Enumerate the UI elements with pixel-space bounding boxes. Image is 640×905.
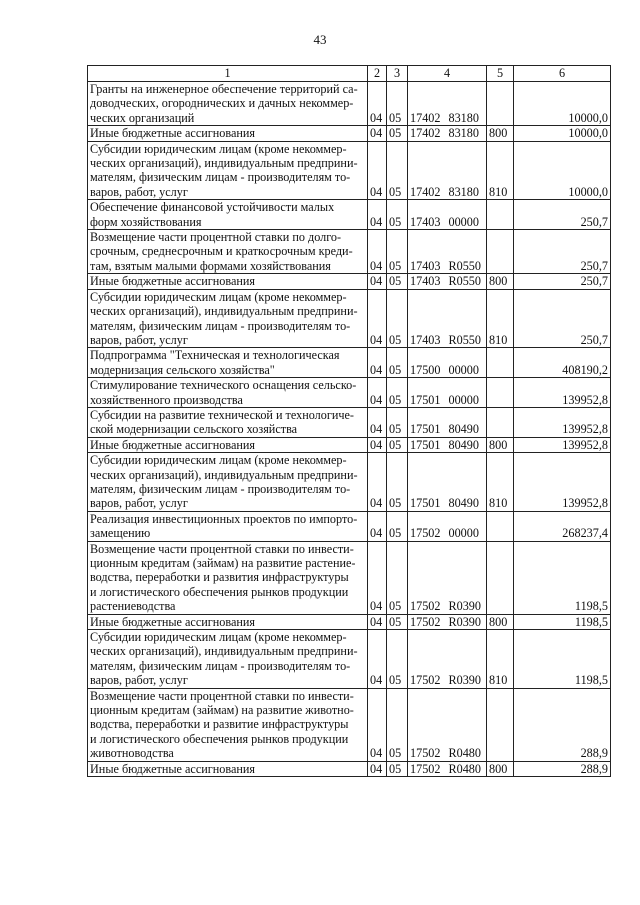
row-expense-type-code: 800 bbox=[487, 761, 514, 776]
row-subsection-code: 05 bbox=[387, 541, 408, 614]
row-target-article-code bbox=[408, 437, 487, 452]
table-row bbox=[88, 407, 611, 437]
row-direction-code: 83180 bbox=[448, 110, 479, 125]
table-row bbox=[88, 230, 611, 274]
row-subsection-code: 05 bbox=[387, 141, 408, 200]
row-amount: 288,9 bbox=[514, 761, 611, 776]
row-amount: 1198,5 bbox=[514, 614, 611, 629]
table-row bbox=[88, 761, 611, 776]
row-name-line: Возмещение части процентной ставки по инвести- bbox=[90, 541, 354, 556]
row-direction-code: R0390 bbox=[448, 673, 481, 688]
row-program-code: 17402 bbox=[410, 184, 441, 199]
row-direction-code: R0390 bbox=[448, 599, 481, 614]
row-amount: 139952,8 bbox=[514, 378, 611, 408]
row-amount: 10000,0 bbox=[514, 82, 611, 126]
row-program-code: 17502 bbox=[410, 761, 441, 776]
row-name bbox=[88, 126, 368, 141]
row-expense-type-code bbox=[487, 230, 514, 274]
row-name-line: Иные бюджетные ассигнования bbox=[90, 614, 256, 629]
table-row bbox=[88, 511, 611, 541]
table-row bbox=[88, 200, 611, 230]
table-row bbox=[88, 688, 611, 761]
row-expense-type-code: 810 bbox=[487, 289, 514, 348]
row-subsection-code: 05 bbox=[387, 453, 408, 512]
row-subsection-code: 05 bbox=[387, 126, 408, 141]
row-expense-type-code: 800 bbox=[487, 614, 514, 629]
row-name-line: Иные бюджетные ассигнования bbox=[90, 761, 256, 776]
row-subsection-code: 05 bbox=[387, 200, 408, 230]
header-col-1: 1 bbox=[88, 66, 368, 82]
row-subsection-code: 05 bbox=[387, 761, 408, 776]
row-name bbox=[88, 688, 368, 761]
row-name-line: Субсидии юридическим лицам (кроме некоммер- bbox=[90, 453, 347, 468]
row-name bbox=[88, 407, 368, 437]
row-name-line: модернизация сельского хозяйства" bbox=[90, 362, 275, 377]
row-amount: 139952,8 bbox=[514, 407, 611, 437]
row-name bbox=[88, 348, 368, 378]
row-direction-code: 00000 bbox=[448, 214, 479, 229]
row-name-line: ческих организаций), индивидуальным предприни- bbox=[90, 156, 358, 171]
row-name-line: Подпрограмма "Техническая и технологическая bbox=[90, 348, 340, 363]
row-name-line: замещению bbox=[90, 526, 151, 541]
row-subsection-code: 05 bbox=[387, 82, 408, 126]
row-name bbox=[88, 82, 368, 126]
row-target-article-code bbox=[408, 230, 487, 274]
row-amount: 1198,5 bbox=[514, 630, 611, 689]
row-name-line: Стимулирование технического оснащения сельско- bbox=[90, 378, 357, 393]
row-name-line: ционным кредитам (займам) на развитие животно- bbox=[90, 703, 354, 718]
row-program-code: 17403 bbox=[410, 258, 441, 273]
row-section-code: 04 bbox=[368, 630, 387, 689]
row-expense-type-code bbox=[487, 541, 514, 614]
row-target-article-code bbox=[408, 511, 487, 541]
row-name bbox=[88, 511, 368, 541]
row-expense-type-code bbox=[487, 348, 514, 378]
row-target-article-code bbox=[408, 453, 487, 512]
row-expense-type-code: 800 bbox=[487, 126, 514, 141]
row-direction-code: 80490 bbox=[448, 437, 479, 452]
row-direction-code: 00000 bbox=[448, 526, 479, 541]
row-program-code: 17500 bbox=[410, 362, 441, 377]
table-row bbox=[88, 141, 611, 200]
row-subsection-code: 05 bbox=[387, 437, 408, 452]
row-program-code: 17502 bbox=[410, 599, 441, 614]
row-section-code: 04 bbox=[368, 274, 387, 289]
row-subsection-code: 05 bbox=[387, 348, 408, 378]
row-name bbox=[88, 614, 368, 629]
row-target-article-code bbox=[408, 541, 487, 614]
row-direction-code: R0480 bbox=[448, 746, 481, 761]
table-row bbox=[88, 541, 611, 614]
row-name-line: животноводства bbox=[90, 746, 174, 761]
row-program-code: 17403 bbox=[410, 214, 441, 229]
row-name-line: Гранты на инженерное обеспечение территорий са- bbox=[90, 82, 358, 96]
row-amount: 10000,0 bbox=[514, 141, 611, 200]
row-subsection-code: 05 bbox=[387, 378, 408, 408]
row-section-code: 04 bbox=[368, 378, 387, 408]
row-name-line: растениеводства bbox=[90, 599, 176, 614]
header-col-3: 3 bbox=[387, 66, 408, 82]
row-target-article-code bbox=[408, 274, 487, 289]
row-program-code: 17402 bbox=[410, 126, 441, 141]
row-program-code: 17501 bbox=[410, 496, 441, 511]
row-amount: 139952,8 bbox=[514, 453, 611, 512]
row-expense-type-code bbox=[487, 378, 514, 408]
row-target-article-code bbox=[408, 289, 487, 348]
row-name bbox=[88, 141, 368, 200]
row-name-line: ческих организаций), индивидуальным предприни- bbox=[90, 467, 358, 482]
row-name-line: Субсидии юридическим лицам (кроме некоммер- bbox=[90, 289, 347, 304]
row-program-code: 17403 bbox=[410, 332, 441, 347]
row-section-code: 04 bbox=[368, 453, 387, 512]
row-target-article-code bbox=[408, 141, 487, 200]
row-expense-type-code bbox=[487, 407, 514, 437]
row-direction-code: R0550 bbox=[448, 258, 481, 273]
row-name-line: ческих организаций bbox=[90, 110, 195, 125]
row-name bbox=[88, 378, 368, 408]
row-amount: 10000,0 bbox=[514, 126, 611, 141]
row-section-code: 04 bbox=[368, 82, 387, 126]
row-section-code: 04 bbox=[368, 437, 387, 452]
table-row bbox=[88, 289, 611, 348]
row-target-article-code bbox=[408, 761, 487, 776]
row-section-code: 04 bbox=[368, 614, 387, 629]
row-name bbox=[88, 761, 368, 776]
row-program-code: 17402 bbox=[410, 110, 441, 125]
row-program-code: 17502 bbox=[410, 614, 441, 629]
header-col-2: 2 bbox=[368, 66, 387, 82]
row-expense-type-code: 800 bbox=[487, 437, 514, 452]
row-name-line: хозяйственного производства bbox=[90, 392, 243, 407]
table-row bbox=[88, 630, 611, 689]
row-direction-code: R0550 bbox=[448, 332, 481, 347]
row-name-line: Иные бюджетные ассигнования bbox=[90, 274, 256, 289]
row-program-code: 17502 bbox=[410, 746, 441, 761]
row-target-article-code bbox=[408, 407, 487, 437]
row-expense-type-code bbox=[487, 511, 514, 541]
table-row bbox=[88, 453, 611, 512]
row-name bbox=[88, 289, 368, 348]
row-name-line: ционным кредитам (займам) на развитие растение- bbox=[90, 556, 356, 570]
row-target-article-code bbox=[408, 126, 487, 141]
row-subsection-code: 05 bbox=[387, 289, 408, 348]
row-amount: 250,7 bbox=[514, 289, 611, 348]
row-name-line: водства, переработки и развитие инфраструктуры bbox=[90, 717, 349, 732]
row-subsection-code: 05 bbox=[387, 614, 408, 629]
row-name-line: Возмещение части процентной ставки по долго- bbox=[90, 230, 342, 245]
row-name-line: там, взятым малыми формами хозяйствования bbox=[90, 258, 331, 273]
table-row bbox=[88, 348, 611, 378]
row-section-code: 04 bbox=[368, 761, 387, 776]
row-program-code: 17501 bbox=[410, 437, 441, 452]
row-direction-code: R0390 bbox=[448, 614, 481, 629]
row-section-code: 04 bbox=[368, 541, 387, 614]
row-name-line: мателям, физическим лицам - производителям то- bbox=[90, 170, 351, 185]
row-amount: 408190,2 bbox=[514, 348, 611, 378]
row-subsection-code: 05 bbox=[387, 630, 408, 689]
row-amount: 250,7 bbox=[514, 274, 611, 289]
row-target-article-code bbox=[408, 614, 487, 629]
row-name bbox=[88, 230, 368, 274]
row-amount: 250,7 bbox=[514, 200, 611, 230]
row-name-line: Возмещение части процентной ставки по инвести- bbox=[90, 688, 354, 703]
row-target-article-code bbox=[408, 348, 487, 378]
row-expense-type-code: 800 bbox=[487, 274, 514, 289]
row-amount: 250,7 bbox=[514, 230, 611, 274]
row-program-code: 17501 bbox=[410, 392, 441, 407]
row-subsection-code: 05 bbox=[387, 274, 408, 289]
row-name bbox=[88, 437, 368, 452]
row-direction-code: 83180 bbox=[448, 184, 479, 199]
row-expense-type-code bbox=[487, 82, 514, 126]
row-name-line: и логистического обеспечения рынков продукции bbox=[90, 584, 349, 599]
row-amount: 139952,8 bbox=[514, 437, 611, 452]
row-section-code: 04 bbox=[368, 289, 387, 348]
row-name bbox=[88, 200, 368, 230]
table-row bbox=[88, 82, 611, 126]
row-subsection-code: 05 bbox=[387, 511, 408, 541]
row-expense-type-code: 810 bbox=[487, 453, 514, 512]
row-name-line: Субсидии на развитие технической и технологиче- bbox=[90, 407, 354, 422]
page-number: 43 bbox=[313, 32, 327, 47]
row-name-line: Реализация инвестиционных проектов по импорто- bbox=[90, 511, 358, 526]
row-section-code: 04 bbox=[368, 126, 387, 141]
row-subsection-code: 05 bbox=[387, 230, 408, 274]
row-name bbox=[88, 274, 368, 289]
row-name-line: ской модернизации сельского хозяйства bbox=[90, 422, 298, 437]
row-subsection-code: 05 bbox=[387, 688, 408, 761]
row-direction-code: 00000 bbox=[448, 392, 479, 407]
header-row bbox=[88, 66, 611, 82]
row-name-line: варов, работ, услуг bbox=[90, 184, 188, 199]
row-target-article-code bbox=[408, 688, 487, 761]
row-direction-code: 00000 bbox=[448, 362, 479, 377]
row-expense-type-code bbox=[487, 200, 514, 230]
row-name bbox=[88, 453, 368, 512]
row-name-line: ческих организаций), индивидуальным предприни- bbox=[90, 644, 358, 659]
row-target-article-code bbox=[408, 378, 487, 408]
header-col-4: 4 bbox=[408, 66, 487, 82]
row-name-line: варов, работ, услуг bbox=[90, 332, 188, 347]
row-name-line: мателям, физическим лицам - производителям то- bbox=[90, 658, 351, 673]
row-program-code: 17403 bbox=[410, 274, 441, 289]
header-col-5: 5 bbox=[487, 66, 514, 82]
row-name-line: срочным, среднесрочным и краткосрочным креди- bbox=[90, 244, 353, 259]
row-section-code: 04 bbox=[368, 688, 387, 761]
row-name-line: Иные бюджетные ассигнования bbox=[90, 126, 256, 141]
row-amount: 1198,5 bbox=[514, 541, 611, 614]
row-name-line: доводческих, огороднических и дачных некоммер- bbox=[90, 96, 354, 111]
row-section-code: 04 bbox=[368, 230, 387, 274]
row-section-code: 04 bbox=[368, 407, 387, 437]
row-name-line: мателям, физическим лицам - производителям то- bbox=[90, 481, 351, 496]
row-section-code: 04 bbox=[368, 141, 387, 200]
row-name-line: Субсидии юридическим лицам (кроме некоммер- bbox=[90, 630, 347, 645]
row-name-line: Обеспечение финансовой устойчивости малых bbox=[90, 200, 335, 215]
row-program-code: 17501 bbox=[410, 422, 441, 437]
row-name-line: Иные бюджетные ассигнования bbox=[90, 437, 256, 452]
row-amount: 288,9 bbox=[514, 688, 611, 761]
row-name bbox=[88, 630, 368, 689]
table-row bbox=[88, 437, 611, 452]
row-amount: 268237,4 bbox=[514, 511, 611, 541]
row-name-line: мателям, физическим лицам - производителям то- bbox=[90, 318, 351, 333]
row-expense-type-code bbox=[487, 688, 514, 761]
table-row bbox=[88, 126, 611, 141]
row-expense-type-code: 810 bbox=[487, 630, 514, 689]
budget-table bbox=[87, 65, 611, 777]
row-name-line: водства, переработки и развития инфраструктуры bbox=[90, 570, 349, 585]
table-row bbox=[88, 614, 611, 629]
header-col-6: 6 bbox=[514, 66, 611, 82]
row-program-code: 17502 bbox=[410, 526, 441, 541]
table-row bbox=[88, 378, 611, 408]
row-direction-code: 80490 bbox=[448, 422, 479, 437]
row-name-line: ческих организаций), индивидуальным предприни- bbox=[90, 304, 358, 319]
row-direction-code: 80490 bbox=[448, 496, 479, 511]
row-name-line: и логистического обеспечения рынков продукции bbox=[90, 731, 349, 746]
row-target-article-code bbox=[408, 200, 487, 230]
row-name-line: варов, работ, услуг bbox=[90, 496, 188, 511]
row-section-code: 04 bbox=[368, 511, 387, 541]
row-name-line: варов, работ, услуг bbox=[90, 673, 188, 688]
row-direction-code: 83180 bbox=[448, 126, 479, 141]
row-section-code: 04 bbox=[368, 348, 387, 378]
row-name-line: Субсидии юридическим лицам (кроме некоммер- bbox=[90, 141, 347, 156]
row-expense-type-code: 810 bbox=[487, 141, 514, 200]
row-name-line: форм хозяйствования bbox=[90, 214, 202, 229]
row-program-code: 17502 bbox=[410, 673, 441, 688]
row-name bbox=[88, 541, 368, 614]
row-target-article-code bbox=[408, 82, 487, 126]
row-subsection-code: 05 bbox=[387, 407, 408, 437]
row-direction-code: R0480 bbox=[448, 761, 481, 776]
table-row bbox=[88, 274, 611, 289]
row-section-code: 04 bbox=[368, 200, 387, 230]
row-direction-code: R0550 bbox=[448, 274, 481, 289]
row-target-article-code bbox=[408, 630, 487, 689]
